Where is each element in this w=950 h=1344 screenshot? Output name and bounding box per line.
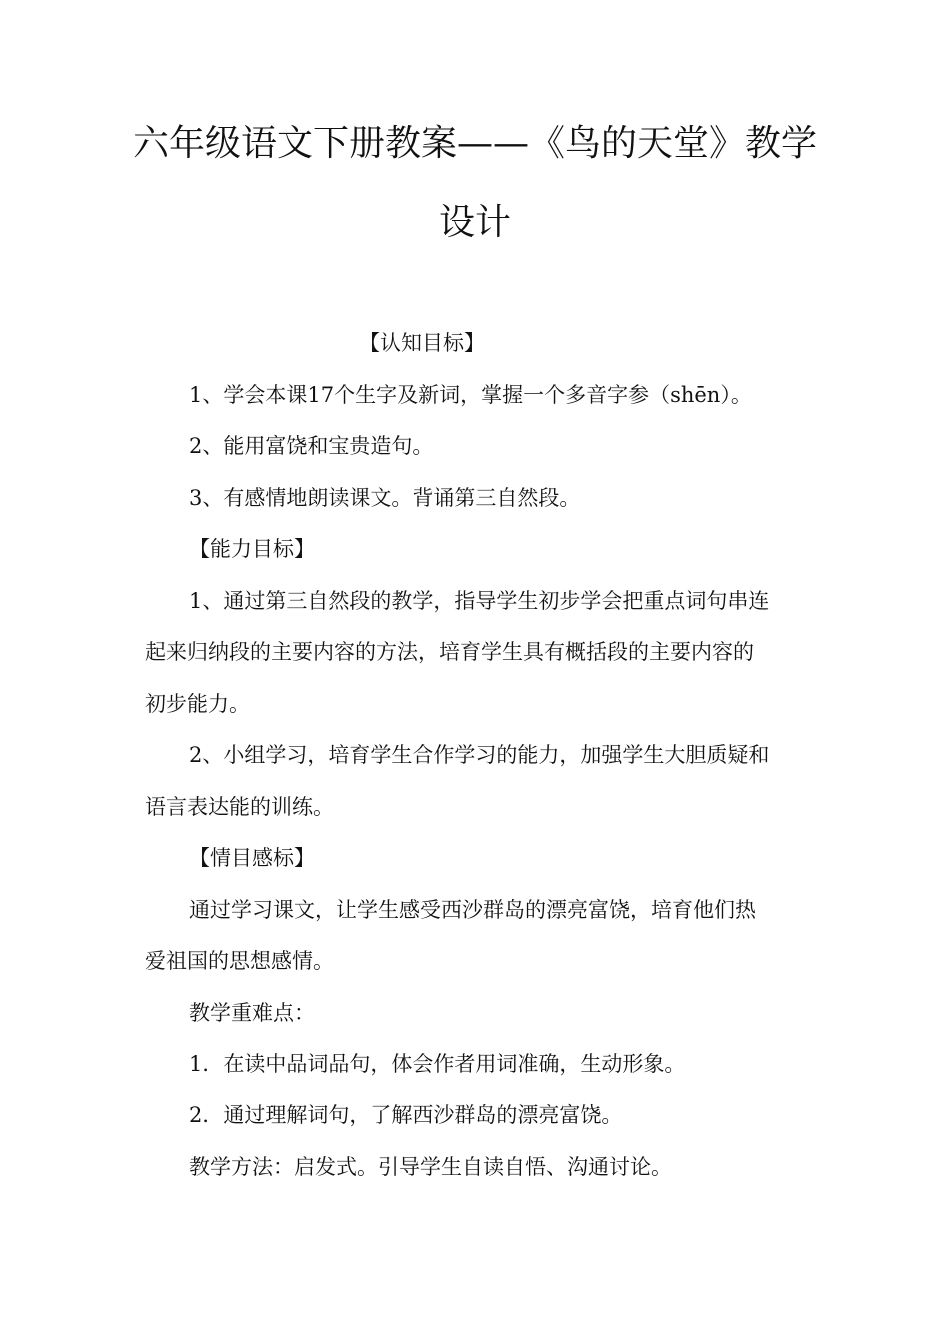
section-heading-cognitive-goals: 【认知目标】 [359, 331, 485, 355]
paragraph-line: 3、有感情地朗读课文。背诵第三自然段。 [189, 486, 581, 510]
paragraph-line-teaching-method: 教学方法：启发式。引导学生自读自悟、沟通讨论。 [189, 1155, 672, 1179]
paragraph-line: 2、小组学习，培育学生合作学习的能力，加强学生大胆质疑和 [189, 743, 770, 767]
document-title-line-1: 六年级语文下册教案——《鸟的天堂》教学 [132, 123, 817, 164]
section-heading-ability-goals: 【能力目标】 [189, 537, 315, 561]
section-heading-key-points: 教学重难点： [189, 1001, 315, 1025]
paragraph-line: 起来归纳段的主要内容的方法，培育学生具有概括段的主要内容的 [145, 640, 754, 664]
section-heading-emotion-goals: 【情目感标】 [189, 846, 315, 870]
paragraph-line: 2、能用富饶和宝贵造句。 [189, 434, 434, 458]
document-title-line-2: 设计 [438, 202, 511, 243]
paragraph-line: 1、通过第三自然段的教学，指导学生初步学会把重点词句串连 [189, 589, 770, 613]
paragraph-line: 1、学会本课17个生字及新词，掌握一个多音字参（shēn）。 [189, 383, 752, 407]
paragraph-line: 语言表达能的训练。 [145, 795, 334, 819]
paragraph-line: 爱祖国的思想感情。 [145, 949, 334, 973]
paragraph-line: 初步能力。 [145, 692, 250, 716]
paragraph-line: 2．通过理解词句，了解西沙群岛的漂亮富饶。 [189, 1103, 623, 1127]
paragraph-line: 1．在读中品词品句，体会作者用词准确，生动形象。 [189, 1052, 686, 1076]
paragraph-line: 通过学习课文，让学生感受西沙群岛的漂亮富饶，培育他们热 [189, 898, 756, 922]
